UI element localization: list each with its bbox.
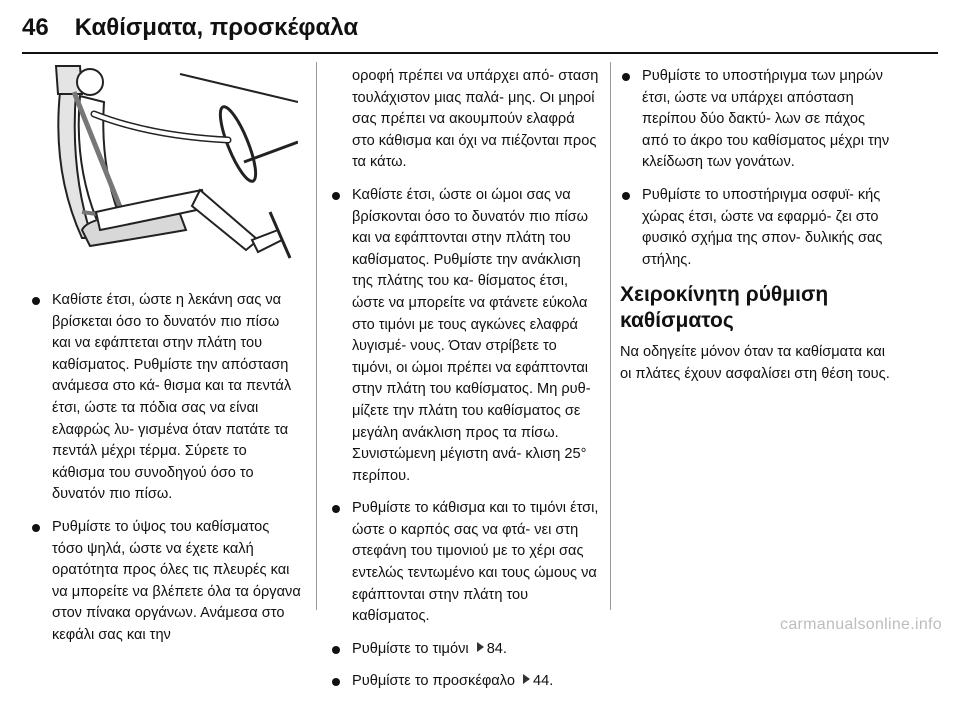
page-number: 46	[22, 14, 49, 41]
column-2	[330, 66, 600, 704]
running-head-title: Καθίσματα, προσκέφαλα	[74, 14, 359, 41]
bullet-icon	[32, 524, 40, 532]
list-item-text: Ρυθμίστε το προσκέφαλο	[352, 673, 515, 690]
list-item-text: Καθίστε έτσι, ώστε οι ώμοι σας να βρίσκονται όσο το δυνατόν πιο πίσω και να εφάπτονται στην πλάτη του καθίσματος. Ρυθμίστε την ανάκλιση της πλάτης του κα- θίσματος έτσι, ώστε να μπορείτε να φτάνετε εύκολα στο τιμόνι με τους αγκώνες ελαφρά λυγισμέ- νους. Όταν στρίβετε το τιμόνι, οι ώμοι πρέπει να εφάπτονται στην πλάτη του καθίσματος. Μη ρυθ- μίζετε την πλάτη του καθίσματος σε μεγάλη ανάκλιση προς τα πίσω. Συνιστώμενη μέγιστη ανά- κλιση 25° περίπου.	[352, 186, 591, 484]
list-item-text: Ρυθμίστε το ύψος του καθίσματος τόσο ψηλά, ώστε να έχετε καλή ορατότητα προς όλες τις πλευρές και να μπορείτε να βλέπετε όλα τα όργανα στον πίνακα οργάνων. Ανάμεσα στο κεφάλι σας και την	[52, 518, 301, 643]
page-header	[22, 8, 358, 48]
list-item-text: Ρυθμίστε το υποστήριγμα των μηρών έτσι, ώστε να υπάρχει απόσταση περίπου δύο δακτύ- λων σε πάχος από το άκρο του καθίσματος μέχρι την κλείδωση των γονάτων.	[642, 68, 890, 171]
list-item-text: Ρυθμίστε το τιμόνι	[352, 640, 469, 657]
header-rule	[22, 52, 938, 54]
list-item-text: Ρυθμίστε το υποστήριγμα οσφυϊ- κής χώρας έτσι, ώστε να εφαρμό- ζει στο φυσικό σχήμα της σπον- δυλικής σας στήλης.	[642, 186, 883, 268]
continued-text: οροφή πρέπει να υπάρχει από- σταση τουλάχιστον μιας παλά- μης. Οι μηροί σας πρέπει να ακουμπούν ελαφρά στο κάθισμα και όχι να πιέζονται προς τα κάτω.	[352, 68, 599, 171]
bullet-icon	[622, 192, 630, 200]
list-item-text: Ρυθμίστε το κάθισμα και το τιμόνι έτσι, ώστε ο καρπός σας να φτά- νει στη στεφάνη του τιμονιού με το χέρι σας εντελώς τεντωμένο και τους ώμους να εφάπτονται στην πλάτη του καθίσματος.	[352, 500, 599, 625]
bullet-icon	[332, 192, 340, 200]
section-heading: Χειροκίνητη ρύθμιση καθίσματος	[620, 283, 829, 333]
list-item	[30, 517, 302, 647]
bullet-icon	[332, 646, 340, 654]
bullet-icon	[32, 297, 40, 305]
list-item	[620, 66, 892, 174]
page-reference-steering[interactable]: 84.	[473, 641, 507, 657]
section-body: Να οδηγείτε μόνον όταν τα καθίσματα και οι πλάτες έχουν ασφαλίσει στη θέση τους.	[620, 344, 890, 382]
column-divider-right	[610, 62, 611, 610]
list-item	[30, 290, 302, 506]
page-ref-arrow-icon	[523, 674, 530, 684]
page-reference-headrest[interactable]: 44.	[519, 673, 553, 689]
bullet-icon	[332, 678, 340, 686]
list-item	[330, 498, 600, 628]
list-item	[330, 639, 600, 661]
column-divider-left	[316, 62, 317, 610]
column-3	[620, 66, 892, 386]
bullet-icon	[332, 505, 340, 513]
list-item-text: Καθίστε έτσι, ώστε η λεκάνη σας να βρίσκεται όσο το δυνατόν πιο πίσω και να εφάπτεται στην πλάτη του καθίσματος. Ρυθμίστε την απόσταση ανάμεσα στο κά- θισμα και τα πεντάλ έτσι, ώστε τα πόδια σας να είναι ελαφρώς λυ- γισμένα όταν πατάτε τα πεντάλ μέχρι τέρμα. Σύρετε το κάθισμα του συνοδηγού όσο το δυνατόν πιο πίσω.	[52, 292, 292, 503]
list-item	[330, 671, 600, 693]
page-ref-arrow-icon	[477, 642, 484, 652]
column-1	[30, 290, 302, 658]
driver-seat-position-illustration	[30, 62, 298, 262]
list-item	[330, 185, 600, 487]
list-item	[620, 185, 892, 271]
bullet-icon	[622, 73, 630, 81]
watermark: carmanualsonline.info	[780, 616, 942, 633]
